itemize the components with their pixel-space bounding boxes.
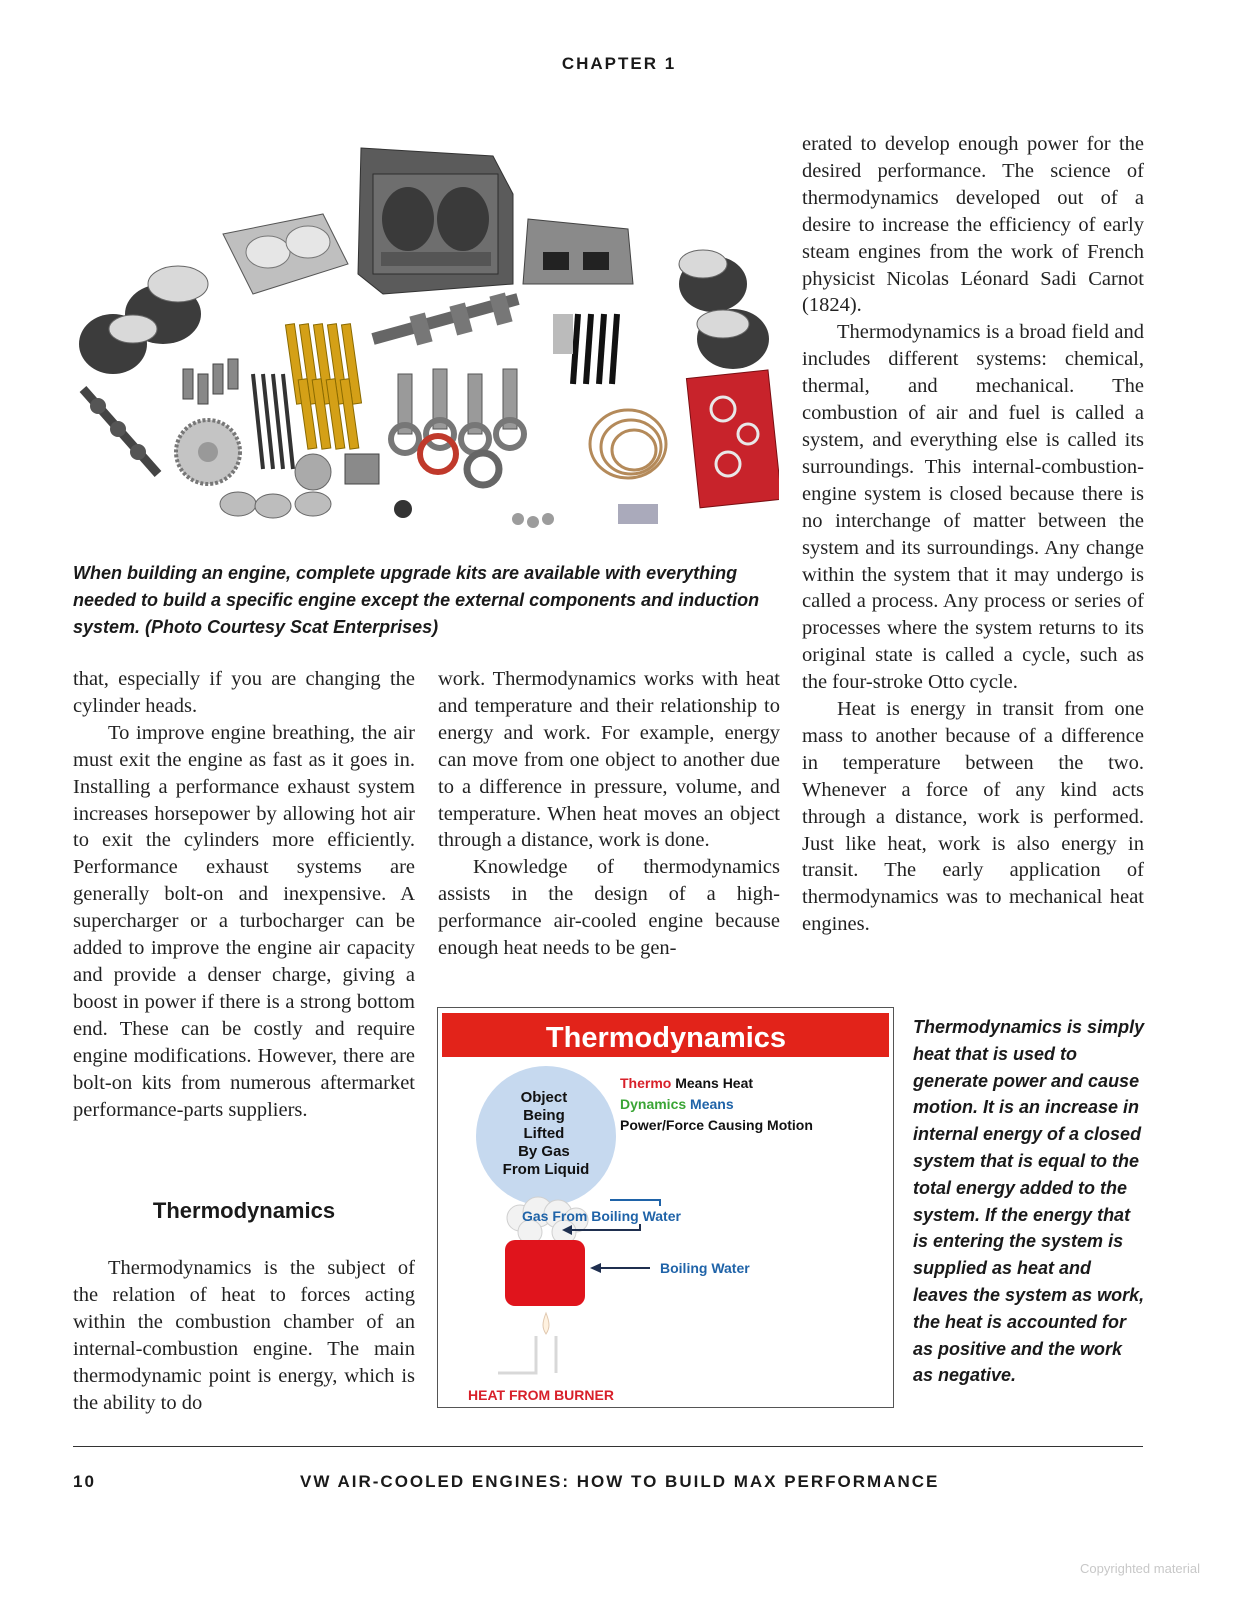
footer-rule [73,1446,1143,1447]
object-label-line: Being [523,1107,565,1124]
diagram-caption: Thermodynamics is simply heat that is used to generate power and cause motion. It is an increase in internal energy of a closed system that is equal to the total energy added to the system. If the energy that is entering the system is supplied as heat and leaves the system as work, the heat is accounted for as positive and the work as negative. [913,1017,1145,1386]
paragraph: To improve engine breathing, the air must exit the engine as fast as it goes in. Installing a performance exhaust system increases horsepower by allowing hot air to exit the cylinders more efficiently. Performance exhaust systems are generally bolt-on and inexpensive. A supercharger or a turbocharger can be added to improve the engine air capacity and provide a denser charge, giving a boost in power if there is a strong bottom end. These can be costly and require engine modifications. However, there are bolt-on kits from numerous aftermarket performance-parts suppliers. [73,721,415,1121]
engine-kit-photo [73,134,779,546]
column-2-text [438,666,780,962]
object-label-line: Lifted [523,1125,565,1142]
dynamics-means: Means [686,1096,734,1112]
book-title: VW AIR-COOLED ENGINES: HOW TO BUILD MAX PERFORMANCE [300,1472,940,1491]
object-label-line: From Liquid [502,1161,590,1178]
left-cylinder-head [223,214,348,294]
flame-icon [543,1313,549,1334]
right-cylinder-head [523,219,633,284]
paragraph: Thermodynamics is the subject of the relation of heat to forces acting within the combustion chamber of an internal-combustion engine. The main thermodynamic point is energy, which is the ability to do [73,1257,415,1414]
heat-from-burner-label: HEAT FROM BURNER [468,1387,614,1403]
gas-arrow-bottom [610,1224,640,1230]
left-cylinders [79,266,208,374]
paragraph: Heat is energy in transit from one mass to another because of a difference in temperature between the two. Whenever a force of any kind acts through a distance, work is performed. Just like heat, work is also energy in transit. The early application of thermodynamics was to mechanical heat engines. [802,698,1144,936]
column-3-text [802,131,1144,938]
photo-caption: When building an engine, complete upgrade kits are available with everything needed to build a specific engine except the external components and induction system. (Photo Courtesy Scat Enterprises) [73,563,760,637]
pushrods [253,374,293,469]
dynamics-definition [620,1096,734,1112]
diagram-title: Thermodynamics [545,1022,787,1054]
lifters [183,359,238,404]
object-label-line: By Gas [518,1143,570,1160]
paragraph: work. Thermodynamics works with heat and temperature and their relationship to energy and work. For example, energy can move from one object to another due to a difference in pressure, volume, and temperature. When heat moves an object through a distance, work is done. [438,668,780,852]
engine-case [358,148,513,294]
water-arrowhead [590,1263,601,1273]
thermo-word: Thermo [620,1075,672,1091]
boiling-water-label: Boiling Water [660,1260,750,1276]
head-gaskets [590,410,666,478]
black-rods [573,314,617,384]
camshaft [83,389,158,474]
copyright-notice: Copyrighted material [1080,1561,1200,1576]
chapter-header: CHAPTER 1 [561,54,677,73]
dynamics-word: Dynamics [620,1096,687,1112]
paragraph: that, especially if you are changing the cylinder heads. [73,668,415,717]
engine-kit-illustration [73,134,779,546]
boiling-water-vessel [505,1240,585,1306]
right-cylinders [679,250,769,369]
paragraph: erated to develop enough power for the desired performance. The science of thermodynamics developed out of a desire to increase the efficiency of early steam engines from the work of French physicist Nicolas Léonard Sadi Carnot (1824). [802,133,1144,317]
connecting-rods [391,369,524,453]
gas-arrow-top [610,1200,660,1206]
gas-label: Gas From Boiling Water [522,1208,681,1224]
column-1-section-text [73,1255,415,1416]
pushrod-tubes [285,324,361,450]
thermo-definition [620,1075,753,1091]
oil-pump [345,436,456,484]
burner-pipe [498,1336,536,1373]
power-force-line: Power/Force Causing Motion [620,1117,813,1133]
thermo-rest: Means Heat [671,1075,754,1091]
bearings [220,492,331,518]
crankshaft [373,292,518,345]
paragraph: Thermodynamics is a broad field and includes different systems: chemical, thermal, and mechanical. The combustion of air and fuel is called a system, and everything else is called its surroundings. This internal-combustion-engine system is closed because there is no interchange of matter between the system and its surroundings. Any change within the system that it may undergo is called a process. Any process or series of processes where the system returns to its original state is called a cycle, such as the four-stroke Otto cycle. [802,321,1144,694]
section-heading: Thermodynamics [152,1198,336,1223]
thermodynamics-diagram [437,1007,894,1408]
thermodynamics-diagram-svg [438,1008,893,1407]
page-number: 10 [73,1472,96,1491]
object-label-line: Object [520,1089,568,1106]
gasket-set [686,370,779,508]
column-1-text [73,666,415,1123]
paragraph: Knowledge of thermodynamics assists in the design of a high-performance air-cooled engine because enough heat needs to be gen- [438,856,780,960]
